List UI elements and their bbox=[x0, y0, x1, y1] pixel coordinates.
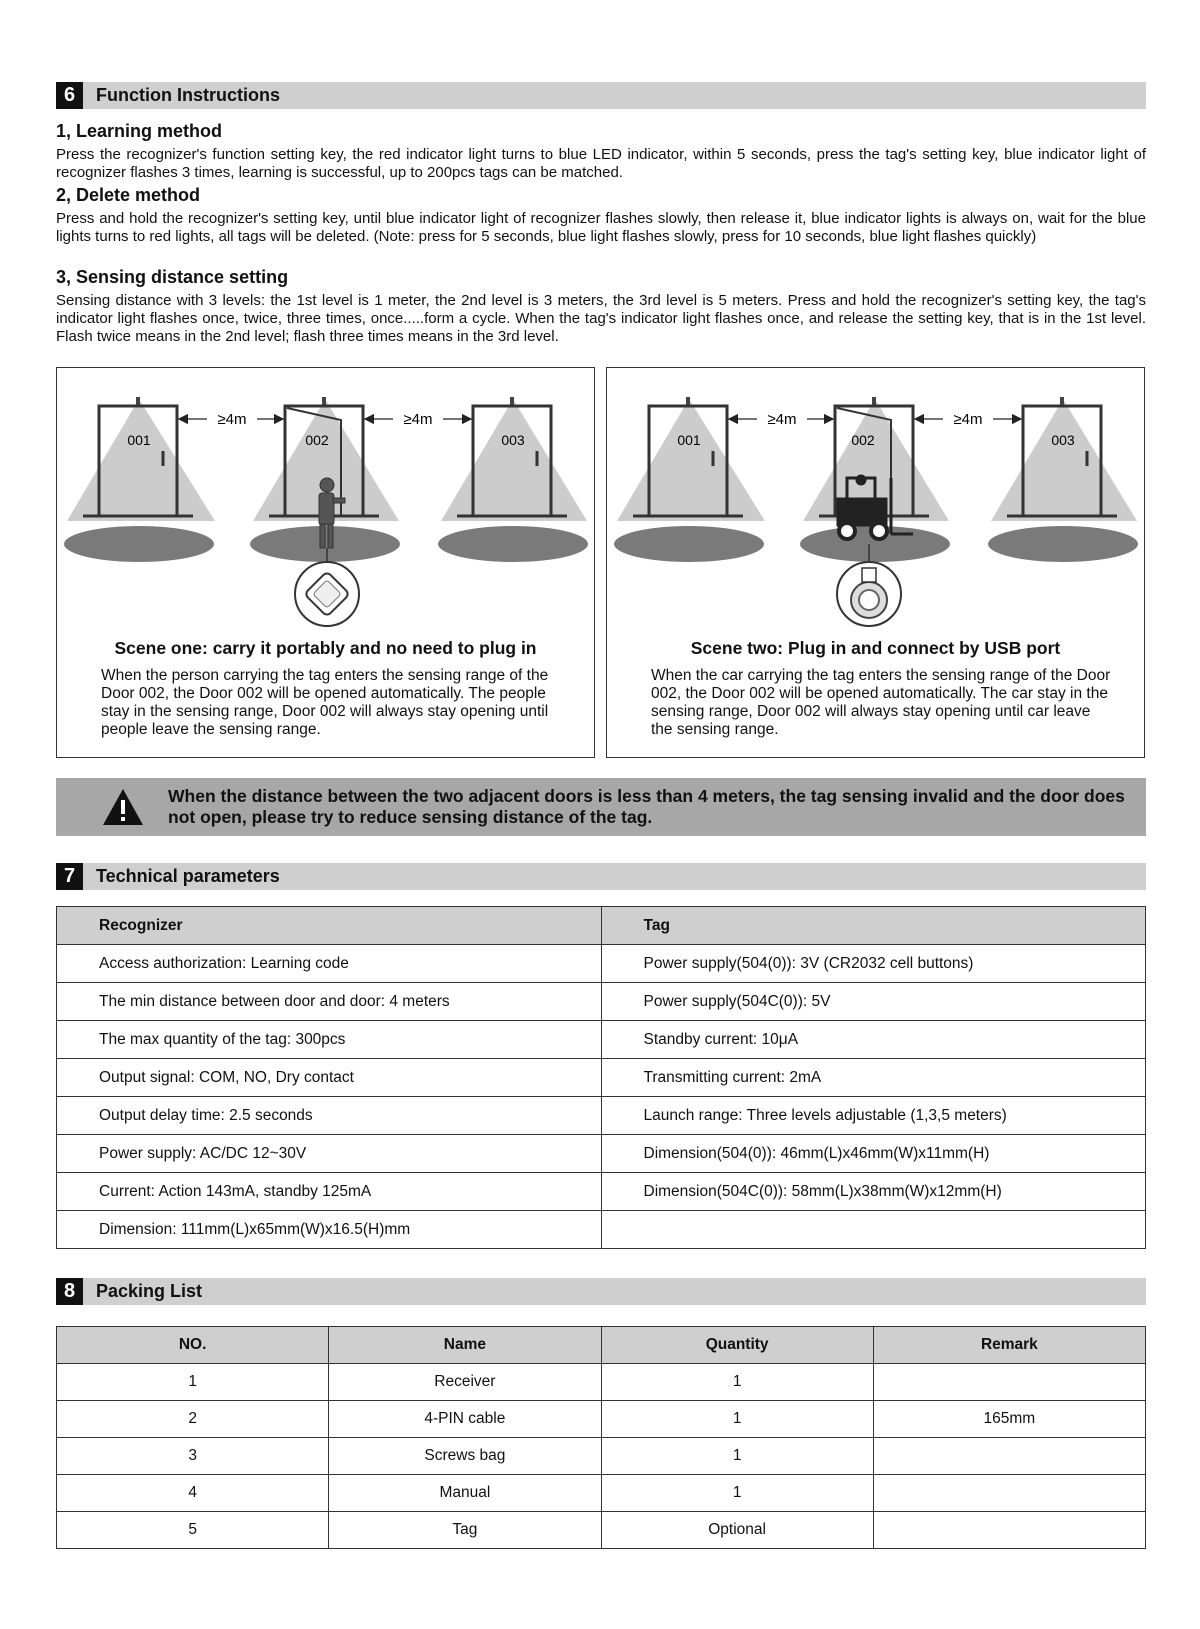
section-header-function-instructions bbox=[56, 82, 1146, 109]
learning-method-heading: 1, Learning method bbox=[56, 121, 223, 141]
door-label-003: 003 bbox=[1051, 432, 1075, 448]
table-cell: Optional bbox=[601, 1512, 873, 1549]
table-cell: 1 bbox=[601, 1401, 873, 1438]
table-cell: Power supply(504C(0)): 5V bbox=[601, 983, 1146, 1021]
scene-two-description: When the car carrying the tag enters the sensing range of the Door 002, the Door 002 will be opened automatically. The car stay in the sensing range, Door 002 will always stay opening until car leave the sensing range. bbox=[651, 667, 1111, 738]
table-cell: 1 bbox=[601, 1475, 873, 1512]
scene-two-title: Scene two: Plug in and connect by USB port bbox=[690, 638, 1061, 658]
section-number: 6 bbox=[56, 82, 83, 109]
table-cell: Access authorization: Learning code bbox=[57, 945, 602, 983]
section-title: Packing List bbox=[96, 1281, 203, 1301]
door-label-002: 002 bbox=[305, 432, 329, 448]
table-cell: The min distance between door and door: 4 meters bbox=[57, 983, 602, 1021]
door-label-001: 001 bbox=[677, 432, 701, 448]
table-cell: Current: Action 143mA, standby 125mA bbox=[57, 1173, 602, 1211]
gap-arrow-2 bbox=[365, 411, 471, 428]
warning-banner bbox=[56, 778, 1146, 836]
section-title: Function Instructions bbox=[96, 85, 280, 105]
gap-label: ≥4m bbox=[953, 411, 983, 428]
column-header-quantity: Quantity bbox=[601, 1327, 873, 1364]
table-cell: The max quantity of the tag: 300pcs bbox=[57, 1021, 602, 1059]
table-cell bbox=[873, 1364, 1145, 1401]
table-cell: 1 bbox=[601, 1364, 873, 1401]
gap-label: ≥4m bbox=[217, 411, 247, 428]
table-header-row bbox=[57, 907, 1146, 945]
table-cell: 1 bbox=[601, 1438, 873, 1475]
delete-method-heading: 2, Delete method bbox=[56, 185, 201, 205]
table-cell: 4 bbox=[57, 1475, 329, 1512]
table-row bbox=[57, 1438, 1146, 1475]
scene-two-panel bbox=[606, 367, 1145, 758]
gap-label: ≥4m bbox=[403, 411, 433, 428]
table-cell: Standby current: 10μA bbox=[601, 1021, 1146, 1059]
table-row bbox=[57, 983, 1146, 1021]
table-row bbox=[57, 1021, 1146, 1059]
door-001 bbox=[64, 397, 215, 562]
column-header-recognizer: Recognizer bbox=[57, 907, 602, 945]
table-cell: Transmitting current: 2mA bbox=[601, 1059, 1146, 1097]
column-header-no: NO. bbox=[57, 1327, 329, 1364]
table-cell bbox=[873, 1475, 1145, 1512]
door-label-002: 002 bbox=[851, 432, 875, 448]
door-002 bbox=[800, 397, 950, 626]
delete-method-text: Press and hold the recognizer's setting key, until blue indicator light of recognizer flashes slowly, then release it, blue indicator lights is always on, wait for the blue lights turns to red lights, all tags will be deleted. (Note: press for 5 seconds, blue light flashes slowly, press for 10 seconds, blue light flashes quickly) bbox=[56, 210, 1146, 245]
table-cell bbox=[601, 1211, 1146, 1249]
table-row bbox=[57, 1059, 1146, 1097]
door-label-001: 001 bbox=[127, 432, 151, 448]
gap-label: ≥4m bbox=[767, 411, 797, 428]
table-cell: Output delay time: 2.5 seconds bbox=[57, 1097, 602, 1135]
door-001 bbox=[614, 397, 765, 562]
door-003 bbox=[438, 397, 588, 562]
table-row bbox=[57, 1401, 1146, 1438]
table-cell: Receiver bbox=[329, 1364, 601, 1401]
section-number: 8 bbox=[56, 1278, 83, 1305]
sensing-distance-heading: 3, Sensing distance setting bbox=[56, 267, 289, 287]
table-cell: 165mm bbox=[873, 1401, 1145, 1438]
door-002 bbox=[250, 397, 400, 626]
table-cell: 4-PIN cable bbox=[329, 1401, 601, 1438]
table-row bbox=[57, 1364, 1146, 1401]
table-cell: 5 bbox=[57, 1512, 329, 1549]
table-cell bbox=[873, 1438, 1145, 1475]
table-cell: Power supply(504(0)): 3V (CR2032 cell buttons) bbox=[601, 945, 1146, 983]
scene-one-description: When the person carrying the tag enters the sensing range of the Door 002, the Door 002 will be opened automatically. The people stay in the sensing range, Door 002 will always stay opening until people leave the sensing range. bbox=[101, 667, 549, 738]
table-cell: Screws bag bbox=[329, 1438, 601, 1475]
table-cell: Dimension(504(0)): 46mm(L)x46mm(W)x11mm(H) bbox=[601, 1135, 1146, 1173]
packing-list-table bbox=[56, 1326, 1146, 1549]
table-cell: Dimension(504C(0)): 58mm(L)x38mm(W)x12mm(H) bbox=[601, 1173, 1146, 1211]
column-header-remark: Remark bbox=[873, 1327, 1145, 1364]
table-row bbox=[57, 1512, 1146, 1549]
scene-one-title: Scene one: carry it portably and no need to plug in bbox=[114, 638, 537, 658]
table-cell: 2 bbox=[57, 1401, 329, 1438]
section-title: Technical parameters bbox=[96, 866, 280, 886]
table-cell: 3 bbox=[57, 1438, 329, 1475]
table-header-row bbox=[57, 1327, 1146, 1364]
scene-one-diagram bbox=[57, 368, 596, 633]
table-row bbox=[57, 945, 1146, 983]
door-003 bbox=[988, 397, 1138, 562]
table-cell bbox=[873, 1512, 1145, 1549]
table-row bbox=[57, 1211, 1146, 1249]
table-row bbox=[57, 1135, 1146, 1173]
scene-two-diagram bbox=[607, 368, 1146, 633]
table-cell: Manual bbox=[329, 1475, 601, 1512]
warning-text: When the distance between the two adjacent doors is less than 4 meters, the tag sensing invalid and the door does not open, please try to reduce sensing distance of the tag. bbox=[168, 786, 1125, 827]
technical-parameters-table bbox=[56, 906, 1146, 1249]
warning-icon bbox=[102, 788, 144, 826]
table-cell: Power supply: AC/DC 12~30V bbox=[57, 1135, 602, 1173]
table-row bbox=[57, 1475, 1146, 1512]
section-number: 7 bbox=[56, 863, 83, 890]
sensing-distance-text: Sensing distance with 3 levels: the 1st level is 1 meter, the 2nd level is 3 meters, the 3rd level is 5 meters. Press and hold the recognizer's setting key, the tag's indicator light flashes once, twice, three times, once.....form a cycle. When the tag's indicator light flashes once, and release the setting key, that is in the 1st level. Flash twice means in the 2nd level; flash three times means in the 3rd level. bbox=[56, 292, 1146, 345]
table-cell: Dimension: 111mm(L)x65mm(W)x16.5(H)mm bbox=[57, 1211, 602, 1249]
table-row bbox=[57, 1097, 1146, 1135]
gap-arrow-1 bbox=[729, 411, 833, 428]
column-header-name: Name bbox=[329, 1327, 601, 1364]
table-cell: 1 bbox=[57, 1364, 329, 1401]
scene-one-panel bbox=[56, 367, 595, 758]
learning-method-text: Press the recognizer's function setting key, the red indicator light turns to blue LED indicator, within 5 seconds, press the tag's setting key, blue indicator light of recognizer flashes 3 times, learning is successful, up to 200pcs tags can be matched. bbox=[56, 146, 1146, 181]
section-header-packing-list bbox=[56, 1278, 1146, 1305]
column-header-tag: Tag bbox=[601, 907, 1146, 945]
door-label-003: 003 bbox=[501, 432, 525, 448]
gap-arrow-2 bbox=[915, 411, 1021, 428]
gap-arrow-1 bbox=[179, 411, 283, 428]
table-cell: Output signal: COM, NO, Dry contact bbox=[57, 1059, 602, 1097]
table-row bbox=[57, 1173, 1146, 1211]
section-header-technical-parameters bbox=[56, 863, 1146, 890]
table-cell: Tag bbox=[329, 1512, 601, 1549]
table-cell: Launch range: Three levels adjustable (1,3,5 meters) bbox=[601, 1097, 1146, 1135]
